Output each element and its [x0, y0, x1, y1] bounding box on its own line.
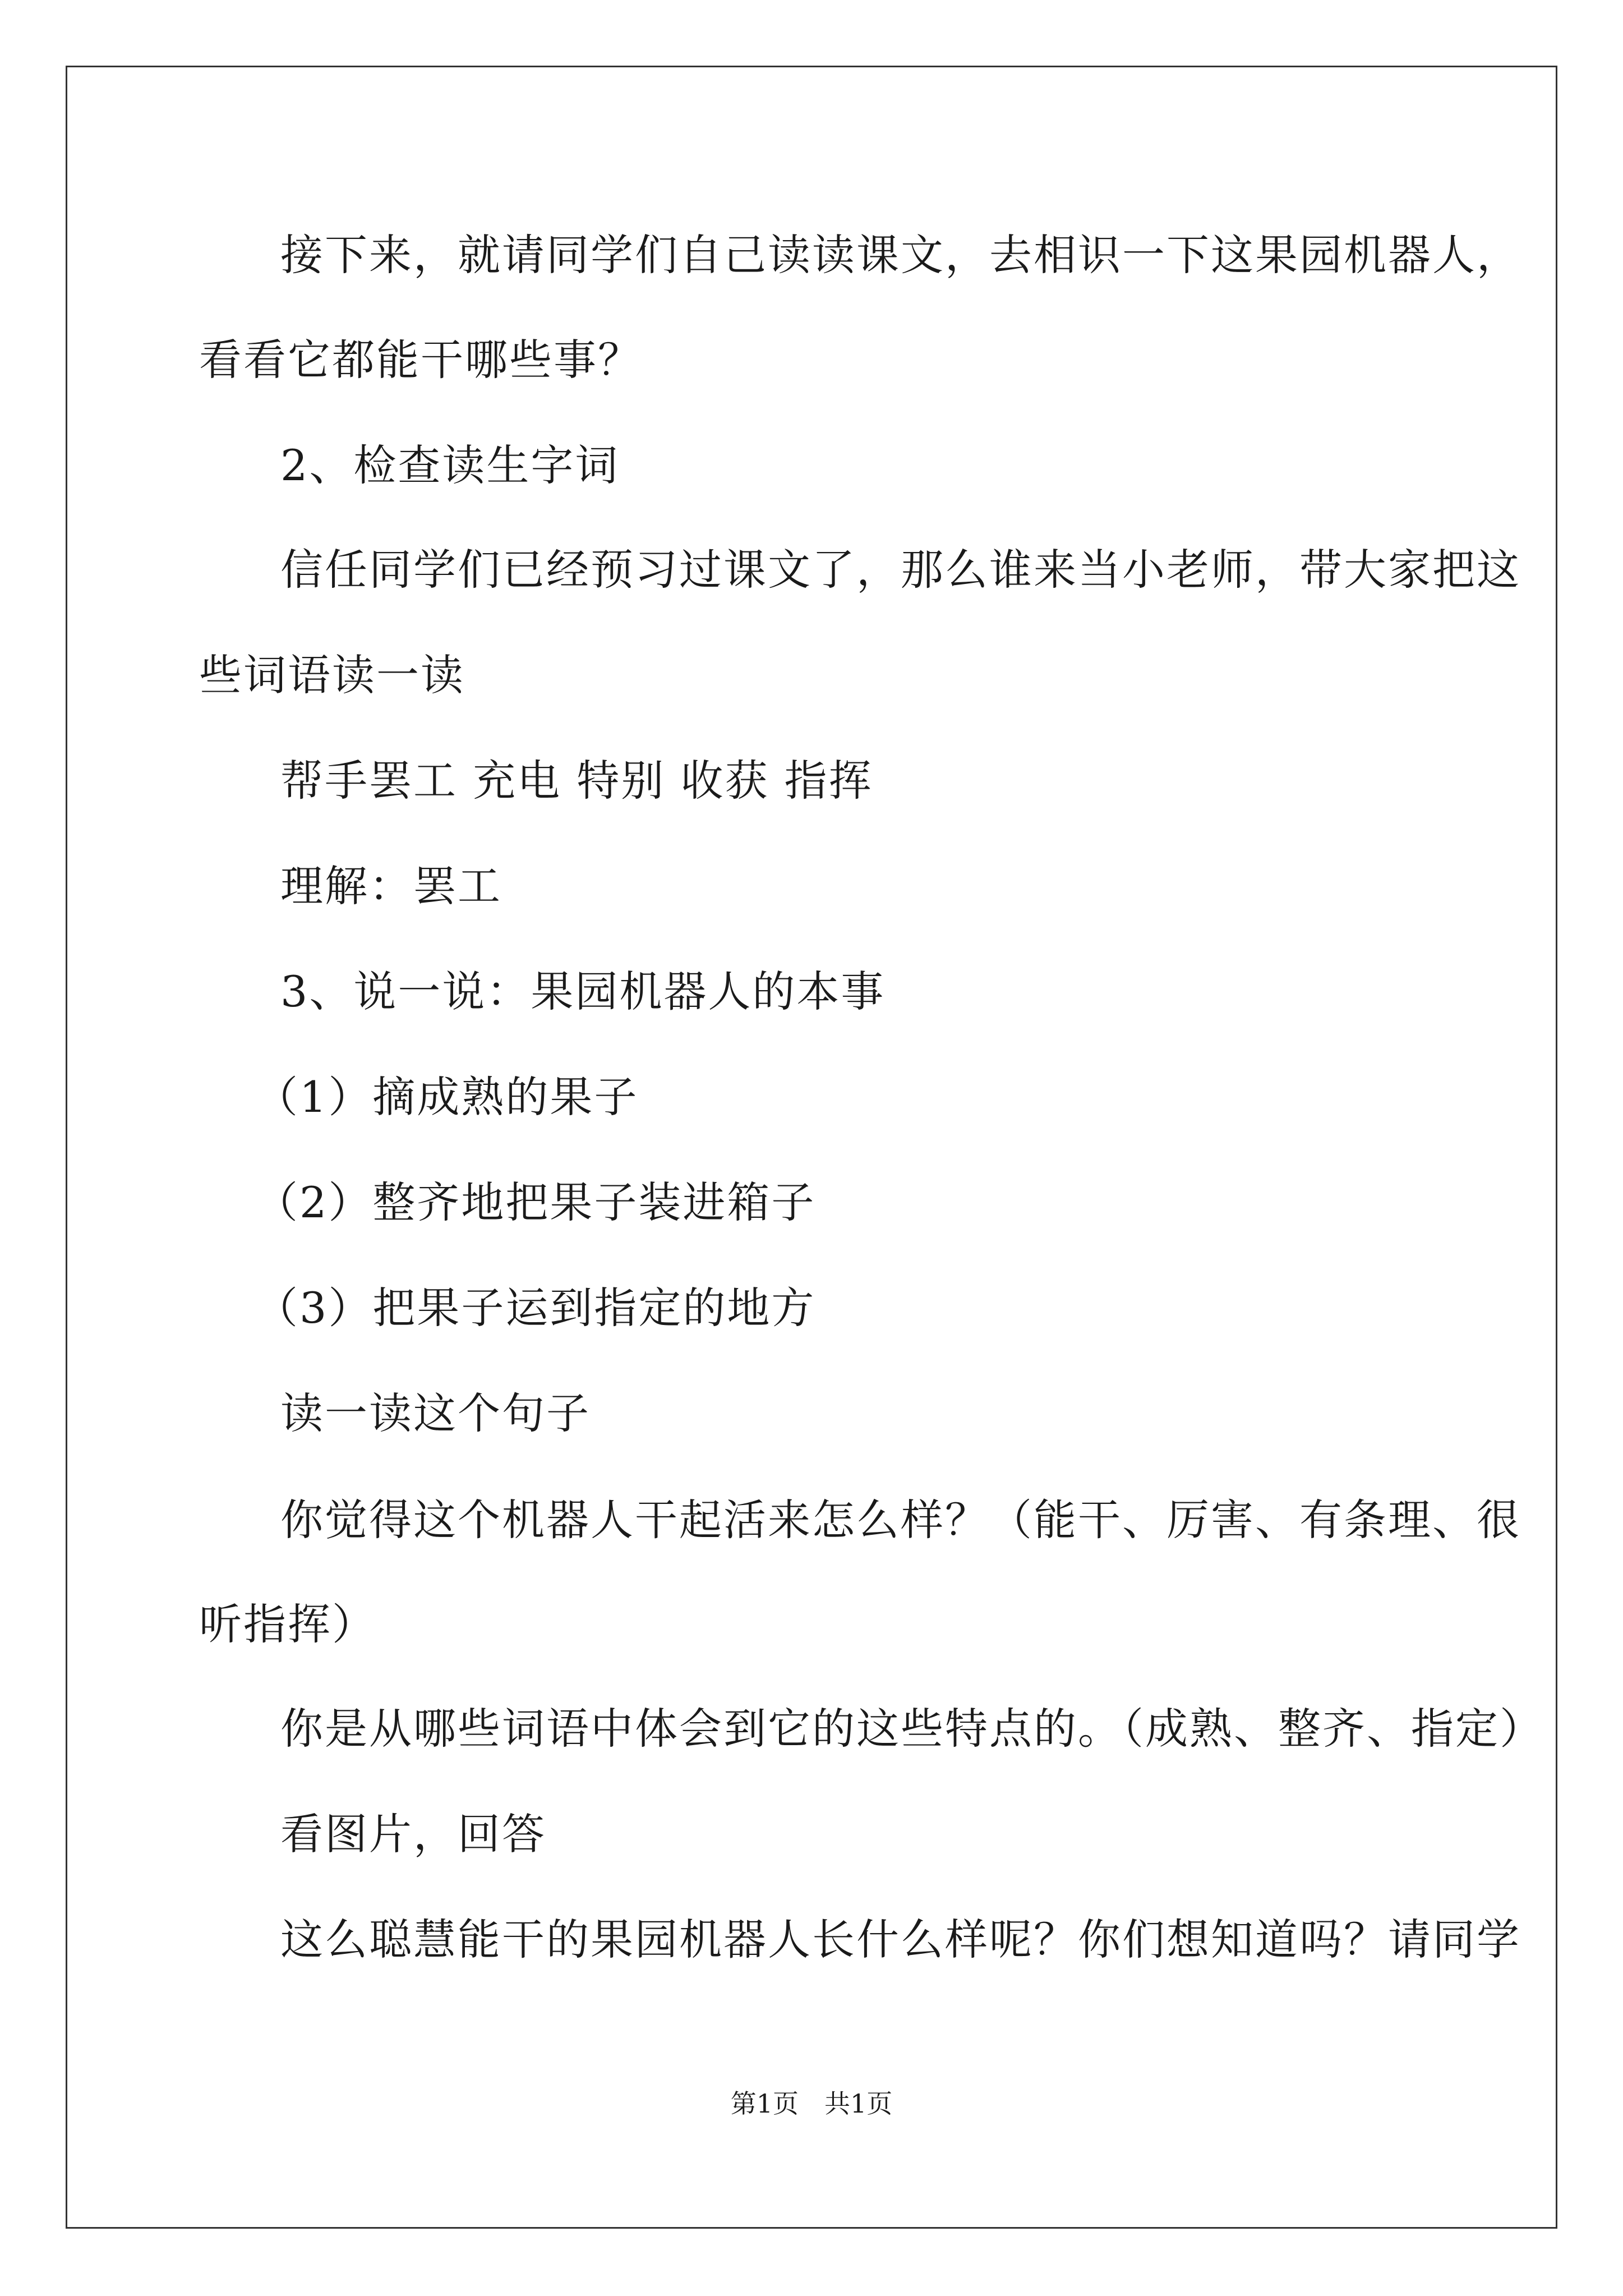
list-item: （3）把果子运到指定的地方 — [255, 1283, 816, 1333]
list-item: （1）摘成熟的果子 — [255, 1072, 639, 1122]
paragraph-line: 你是从哪些词语中体会到它的这些特点的。（成熟、整齐、指定） — [280, 1704, 1544, 1754]
paragraph-line: 看图片，回答 — [280, 1809, 546, 1859]
paragraph-line: 这么聪慧能干的果园机器人长什么样呢？你们想知道吗？请同学 — [280, 1915, 1521, 1964]
section-heading: 3、说一说：果园机器人的本事 — [280, 967, 886, 1016]
paragraph-line: 理解：罢工 — [280, 861, 502, 911]
paragraph-line: 你觉得这个机器人干起活来怎么样？（能干、厉害、有条理、很 — [280, 1495, 1521, 1545]
paragraph-line: 接下来，就请同学们自己读读课文，去相识一下这果园机器人， — [280, 230, 1521, 280]
vocabulary-list: 帮手罢工 充电 特别 收获 指挥 — [280, 756, 873, 806]
page-number-footer: 第1页 共1页 — [730, 2088, 893, 2119]
section-heading: 2、检查读生字词 — [280, 440, 620, 490]
paragraph-line: 信任同学们已经预习过课文了，那么谁来当小老师，带大家把这 — [280, 545, 1521, 595]
page-border — [66, 66, 1557, 2229]
paragraph-line: 些词语读一读 — [199, 650, 465, 700]
paragraph-line: 读一读这个句子 — [280, 1388, 591, 1438]
paragraph-line: 看看它都能干哪些事？ — [199, 335, 642, 385]
list-item: （2）整齐地把果子装进箱子 — [255, 1177, 816, 1227]
paragraph-line: 听指挥） — [199, 1599, 376, 1649]
